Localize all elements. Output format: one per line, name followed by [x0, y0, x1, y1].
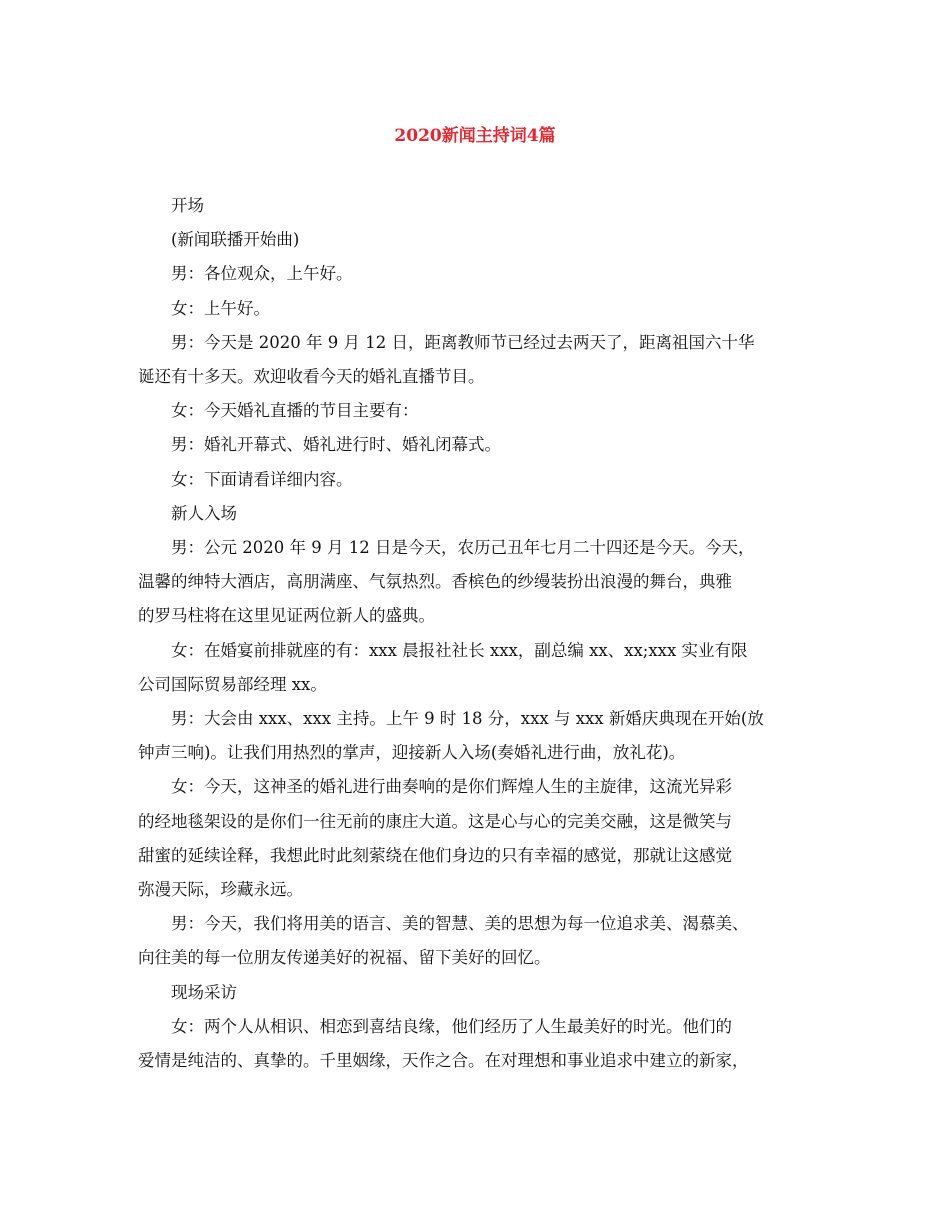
- paragraph-line: 女：上午好。: [171, 298, 270, 318]
- paragraph-line: 开场: [171, 196, 204, 215]
- paragraph: [138, 428, 814, 462]
- paragraph: [138, 634, 814, 702]
- paragraph: [138, 189, 814, 223]
- paragraph-line: 女：在婚宴前排就座的有：xxx 晨报社社长 xxx，副总编 xx、xx;xxx 实业有限: [171, 640, 748, 660]
- paragraph: [138, 257, 814, 291]
- document-body: [138, 189, 814, 1078]
- paragraph: [138, 326, 814, 394]
- paragraph-line: 男：今天，我们将用美的语言、美的智慧、美的思想为每一位追求美、渴慕美、: [171, 914, 749, 934]
- paragraph-line: 公司国际贸易部经理 xx。: [138, 674, 327, 694]
- paragraph: [138, 976, 814, 1010]
- paragraph-line: 的罗马柱将在这里见证两位新人的盛典。: [138, 606, 435, 626]
- paragraph-line: 温馨的绅特大酒店，高朋满座、气氛热烈。香槟色的纱缦装扮出浪漫的舞台，典雅: [138, 572, 732, 592]
- paragraph-line: 男：今天是 2020 年 9 月 12 日，距离教师节已经过去两天了，距离祖国六十华: [171, 332, 755, 352]
- paragraph-line: 女：今天婚礼直播的节目主要有：: [171, 401, 419, 421]
- paragraph-line: 爱情是纯洁的、真挚的。千里姻缘，天作之合。在对理想和事业追求中建立的新家，: [138, 1051, 749, 1071]
- paragraph-line: 女：下面请看详细内容。: [171, 469, 353, 489]
- paragraph-line: 甜蜜的延续诠释，我想此时此刻萦绕在他们身边的只有幸福的感觉，那就让这感觉: [138, 845, 732, 865]
- paragraph-line: 现场采访: [171, 982, 237, 1002]
- paragraph-line: 男：公元 2020 年 9 月 12 日是今天，农历己丑年七月二十四还是今天。今天，: [171, 538, 755, 558]
- paragraph-line: 诞还有十多天。欢迎收看今天的婚礼直播节目。: [138, 367, 485, 387]
- paragraph-line: (新闻联播开始曲): [171, 230, 300, 250]
- paragraph: [138, 770, 814, 907]
- paragraph-line: 向往美的每一位朋友传递美好的祝福、留下美好的回忆。: [138, 948, 551, 968]
- paragraph: [138, 702, 814, 770]
- paragraph: [138, 292, 814, 326]
- paragraph-line: 弥漫天际，珍藏永远。: [138, 880, 303, 900]
- paragraph: [138, 1010, 814, 1078]
- paragraph: [138, 907, 814, 975]
- paragraph-line: 钟声三响)。让我们用热烈的掌声，迎接新人入场(奏婚礼进行曲，放礼花)。: [138, 743, 686, 763]
- document-title: 2020新闻主持词4篇: [394, 126, 556, 146]
- paragraph: [138, 531, 814, 634]
- paragraph-line: 的经地毯架设的是你们一往无前的康庄大道。这是心与心的完美交融，这是微笑与: [138, 811, 732, 831]
- paragraph-line: 女：两个人从相识、相恋到喜结良缘，他们经历了人生最美好的时光。他们的: [171, 1016, 732, 1036]
- paragraph-line: 女：今天，这神圣的婚礼进行曲奏响的是你们辉煌人生的主旋律，这流光异彩: [171, 777, 732, 797]
- paragraph: [138, 463, 814, 497]
- paragraph-line: 男：大会由 xxx、xxx 主持。上午 9 时 18 分，xxx 与 xxx 新婚庆典现在开始(放: [171, 709, 764, 729]
- paragraph: [138, 394, 814, 428]
- paragraph-line: 新人入场: [171, 503, 237, 523]
- paragraph: [138, 497, 814, 531]
- paragraph: [138, 223, 814, 257]
- paragraph-line: 男：婚礼开幕式、婚礼进行时、婚礼闭幕式。: [171, 435, 501, 455]
- paragraph-line: 男：各位观众，上午好。: [171, 264, 353, 284]
